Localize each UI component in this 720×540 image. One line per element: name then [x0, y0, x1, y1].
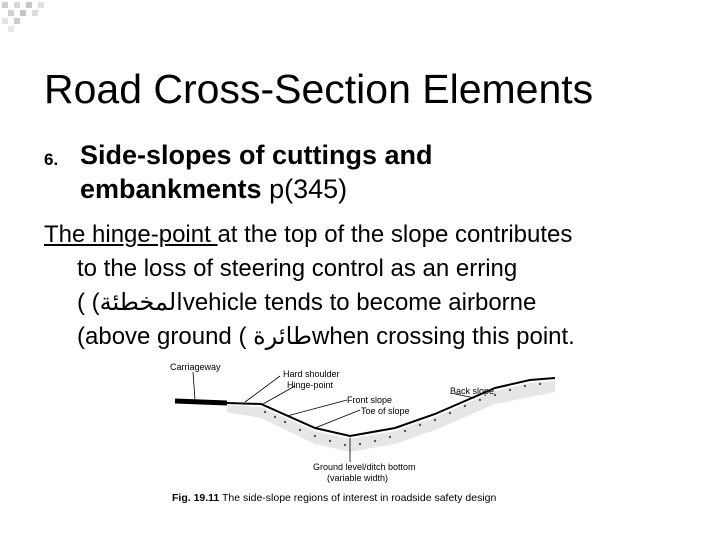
- figure-caption: [172, 492, 496, 504]
- slide-title: Road Cross-Section Elements: [44, 66, 594, 112]
- side-slope-diagram: [165, 358, 555, 508]
- point-heading: [80, 138, 640, 206]
- body-paragraph: [44, 218, 684, 354]
- point-number: 6.: [44, 150, 59, 169]
- paragraph-line4: (above ground ( طائرةwhen crossing this point.: [77, 323, 575, 350]
- label-hinge-point: Hinge-point: [287, 380, 334, 390]
- label-front-slope: Front slope: [347, 395, 393, 405]
- paragraph-line2: to the loss of steering control as an erring: [77, 255, 518, 282]
- paragraph-line3: ( (المخطئةvehicle tends to become airborne: [77, 289, 537, 316]
- label-ground-level: Ground level/ditch bottom: [313, 462, 416, 472]
- figure-caption-number: Fig. 19.11: [172, 492, 220, 504]
- label-toe-of-slope: Toe of slope: [361, 406, 410, 416]
- carriageway-surface: [175, 401, 227, 403]
- point-heading-line1: Side-slopes of cuttings and: [80, 140, 433, 170]
- label-variable-width: (variable width): [327, 473, 389, 483]
- figure-caption-text: The side-slope regions of interest in roadside safety design: [219, 492, 497, 504]
- label-carriageway: Carriageway: [170, 362, 221, 372]
- hinge-point-term: The hinge-point: [44, 221, 218, 248]
- paragraph-line1: at the top of the slope contributes: [217, 221, 573, 248]
- label-hard-shoulder: Hard shoulder: [283, 369, 340, 379]
- point-heading-page: p(345): [261, 174, 348, 204]
- gravel-fill: [227, 381, 555, 452]
- decorative-squares: [0, 0, 80, 40]
- point-heading-bold: embankments: [80, 174, 262, 204]
- label-back-slope: Back slope: [450, 386, 495, 396]
